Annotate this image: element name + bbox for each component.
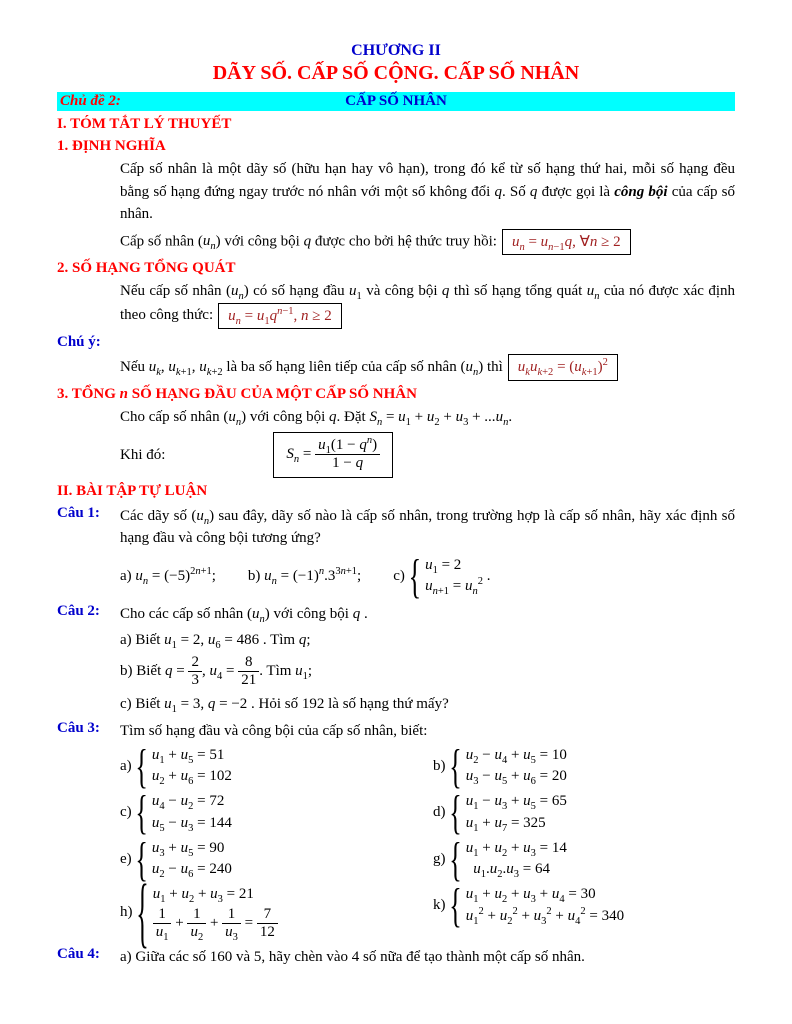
recurrence-line	[120, 229, 735, 256]
note-formula-box: $u_ku_{k+2} = (u_{k+1})^2$	[508, 354, 618, 381]
note-text: Nếu $u_k$, $u_{k+1}$, $u_{k+2}$ là ba số hạng liên tiếp của cấp số nhân $(u_n)$ thì	[120, 358, 503, 378]
question-1-label: Câu 1:	[57, 504, 100, 521]
topic-title: CẤP SỐ NHÂN	[345, 93, 447, 109]
sum-paragraph: Cho cấp số nhân $(u_n)$ với công bội q. Đặt $S_n = u_1 + u_2 + u_3 + ...u_n$.	[120, 408, 513, 428]
question-3-systems	[120, 739, 735, 957]
definition-heading: 1. ĐỊNH NGHĨA	[57, 138, 166, 154]
question-3-system-c: c) { $u_4 - u_2 = 72$ $u_5 - u_3 = 144$	[120, 785, 232, 840]
definition-paragraph: Cấp số nhân là một dãy số (hữu hạn hay vô hạn), trong đó kể từ số hạng thứ hai, mỗi số hạng đều bằng số hạng đứng ngay trước nó nhân với một số không đổi q. Số q được gọi là công bội của cấp số nhân.	[120, 161, 736, 222]
question-3-system-h: h) { $u_1 + u_2 + u_3 = 21$ $\frac{1}{u_1}$ + $\frac{1}{u_2}$ + $\frac{1}{u_3}$ = $\frac{7}{12}$	[120, 884, 425, 941]
question-3-intro: Tìm số hạng đầu và công bội của cấp số nhân, biết:	[120, 723, 428, 739]
question-3-label: Câu 3:	[57, 720, 100, 736]
general-term-text: Nếu cấp số nhân $(u_n)$ có số hạng đầu $u_1$ và công bội q thì số hạng tổng quát $u_n$ của nó được xác định theo công thức:	[120, 283, 736, 324]
sum-label: Khi đó:	[120, 446, 166, 463]
question-3-system-b: b) { $u_2 - u_4 + u_5 = 10$ $u_3 - u_5 + u_6 = 20$	[433, 739, 567, 794]
question-1-item-a: a) $u_n = (-5)^{2n+1}$;	[120, 566, 216, 587]
question-3-system-a: a) { $u_1 + u_5 = 51$ $u_2 + u_6 = 102$	[120, 739, 232, 794]
sum-formula-box: $S_n$ = $\frac{u_1(1 - q^n)}{1 - q}$	[273, 432, 393, 478]
recurrence-formula-box: $u_n = u_{n-1}q$, ∀n ≥ 2	[502, 229, 631, 256]
question-1-item-c: c) { $u_1 = 2$ $u_{n+1} = u_n^2$ .	[393, 549, 491, 604]
theory-section-heading: I. TÓM TẮT LÝ THUYẾT	[57, 116, 232, 132]
question-3-system-e: e) { $u_3 + u_5 = 90$ $u_2 - u_6 = 240$	[120, 832, 232, 887]
document-title: DÃY SỐ. CẤP SỐ CỘNG. CẤP SỐ NHÂN	[212, 62, 580, 84]
question-3-system-d: d) { $u_1 - u_3 + u_5 = 65$ $u_1 + u_7 = 325$	[433, 785, 567, 840]
question-4-label: Câu 4:	[57, 946, 100, 963]
question-1-items	[120, 549, 735, 604]
question-1-item-b: b) $u_n = (-1)^n.3^{3n+1}$;	[247, 566, 362, 587]
question-3-system-k: k) { $u_1 + u_2 + u_3 + u_4 = 30$ $u_1^2 + u_2^2 + u_3^2 + u_4^2 = 340$	[433, 878, 625, 933]
question-2-label: Câu 2:	[57, 603, 100, 619]
general-term-heading: 2. SỐ HẠNG TỔNG QUÁT	[57, 260, 236, 276]
sum-formula-line	[120, 432, 735, 478]
exercises-section-heading: II. BÀI TẬP TỰ LUẬN	[57, 482, 208, 499]
question-2-item-b: b) Biết q = $\frac{2}{3}$ , $u_4$ = $\frac{8}{21}$ . Tìm $u_1$;	[120, 654, 313, 689]
question-2-item-c: c) Biết $u_1 = 3$, q = −2 . Hỏi số 192 là số hạng thứ mấy?	[120, 695, 449, 715]
general-term-paragraph	[120, 280, 735, 329]
sum-heading: 3. TỔNG n SỐ HẠNG ĐẦU CỦA MỘT CẤP SỐ NHÂN	[57, 385, 417, 402]
question-2-item-a: a) Biết $u_1 = 2$, $u_6 = 486$ . Tìm q;	[120, 631, 311, 651]
question-2-intro: Cho các cấp số nhân $(u_n)$ với công bội q .	[120, 606, 368, 625]
topic-bar	[57, 92, 735, 111]
question-3-system-g: g) { $u_1 + u_2 + u_3 = 14$ $u_1.u_2.u_3 = 64$	[433, 832, 567, 887]
note-heading: Chú ý:	[57, 334, 101, 350]
question-1-text: Các dãy số $(u_n)$ sau đây, dãy số nào là cấp số nhân, trong trường hợp là cấp số nhân, hãy xác định số hạng đầu và công bội tương ứng?	[120, 507, 735, 546]
question-4-text: a) Giữa các số 160 và 5, hãy chèn vào 4 số nữa để tạo thành một cấp số nhân.	[120, 949, 585, 966]
question-4	[57, 946, 735, 969]
chapter-heading: CHƯƠNG II	[351, 42, 441, 59]
question-2	[57, 603, 735, 715]
topic-label: Chủ đề 2:	[60, 93, 121, 109]
note-line	[120, 354, 735, 381]
question-1	[57, 504, 735, 604]
general-term-formula-box: $u_n = u_1q^{n-1}$, n ≥ 2	[218, 303, 342, 330]
recurrence-text: Cấp số nhân $(u_n)$ với công bội q được cho bởi hệ thức truy hồi:	[120, 233, 497, 253]
